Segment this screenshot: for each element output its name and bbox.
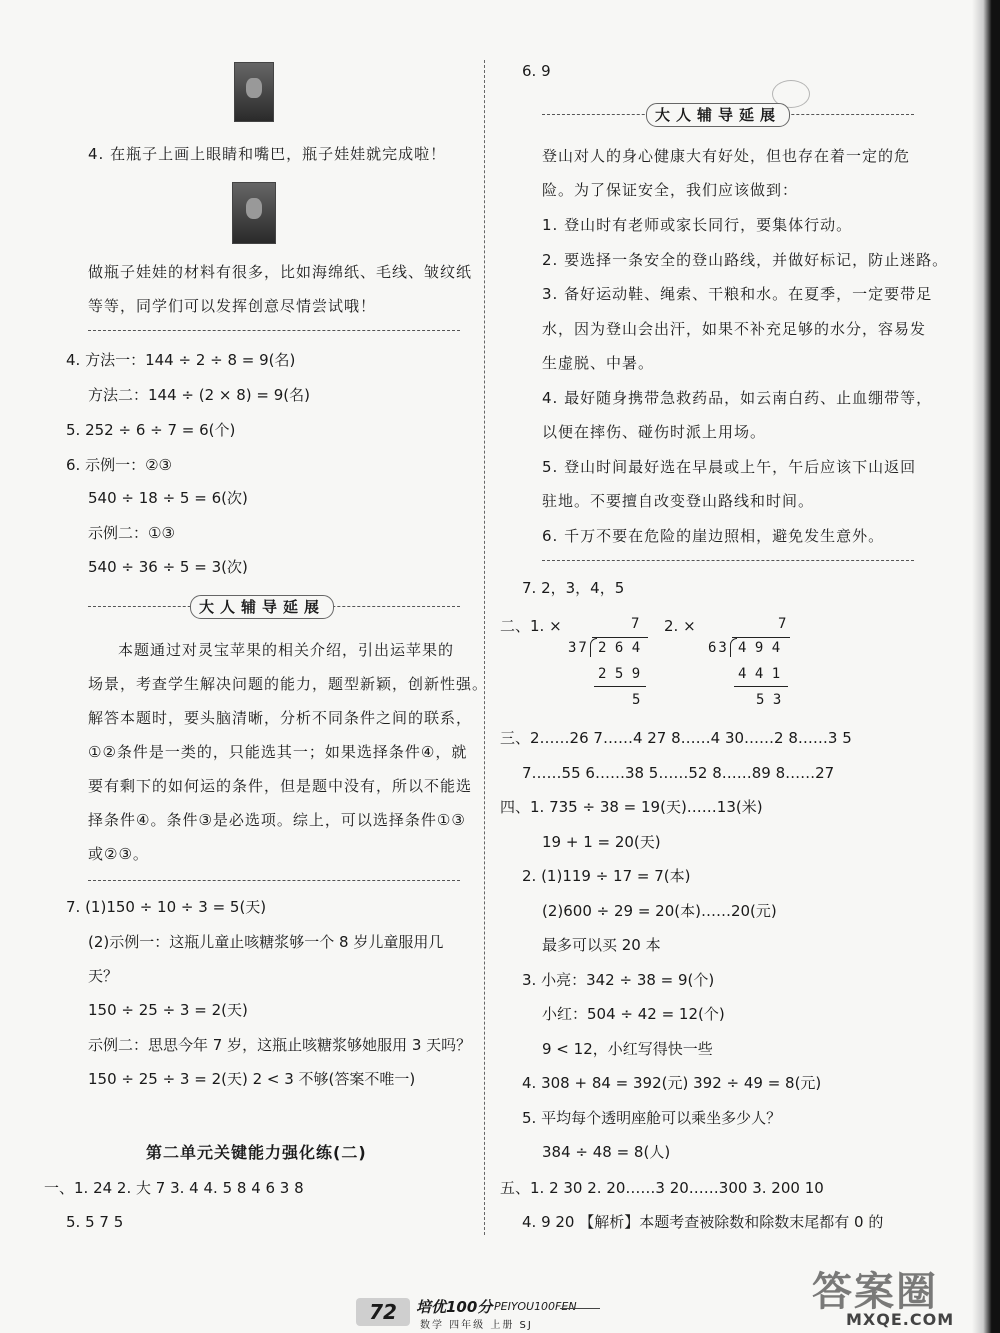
division-1-remainder: 5 [632,692,641,708]
section-1-answers-cont: 5. 5 7 5 [66,1213,124,1231]
brand-name: 培优100分 [416,1298,493,1316]
hiking-line-5: 3. 备好运动鞋、绳索、干粮和水。在夏季，一定要带足 [542,285,933,303]
answer-5: 5. 252 ÷ 6 ÷ 7 = 6(个) [66,421,236,439]
division-2-bar [732,637,790,638]
division-1-bar [592,637,648,638]
hiking-line-11: 驻地。不要擅自改变登山路线和时间。 [542,492,815,510]
column-separator [484,60,485,1235]
answer-7-example-2: 示例二：思思今年 7 岁，这瓶止咳糖浆够她服用 3 天吗？ [88,1036,472,1054]
parent-guide-banner-left: 大人辅导延展 [190,595,334,619]
section-4-q2-answer: 最多可以买 20 本 [542,936,661,954]
division-1-product: 2 5 9 [598,666,641,682]
page-number: 72 [356,1298,410,1326]
section-5-q4: 4. 9 20 【解析】本题考查被除数和除数末尾都有 0 的 [522,1213,884,1231]
answer-7-calc-1: 150 ÷ 25 ÷ 3 = 2(天) [88,1001,248,1019]
division-1-divisor: 37 [568,640,589,656]
bottle-doll-photo-1 [234,62,274,122]
answer-6-calc-2: 540 ÷ 36 ÷ 5 = 3(次) [88,558,248,576]
section-4-q2: 2. (1)119 ÷ 17 = 7(本) [522,867,691,885]
section-5-answers: 五、1. 2 30 2. 20……3 20……300 3. 200 10 [500,1179,824,1197]
section-1-answers: 一、1. 24 2. 大 7 3. 4 4. 5 8 4 6 3 8 [44,1179,304,1197]
section-2-label-1: 二、1. × [500,617,562,635]
answer-7-part-1: 7. (1)150 ÷ 10 ÷ 3 = 5(天) [66,898,267,916]
divider [542,560,914,561]
divider [88,880,460,881]
division-1-rule [594,686,646,687]
division-2-divisor: 63 [708,640,729,656]
division-2-product: 4 4 1 [738,666,781,682]
hiking-line-4: 2. 要选择一条安全的登山路线，并做好标记，防止迷路。 [542,251,949,269]
answer-6-example-1: 6. 示例一：②③ [66,456,172,474]
material-note-line-2: 等等，同学们可以发挥创意尽情尝试哦！ [88,297,377,315]
section-3-answers-cont: 7……55 6……38 5……52 8……89 8……27 [522,764,835,782]
hiking-line-10: 5. 登山时间最好选在早晨或上午，午后应该下山返回 [542,458,917,476]
long-division-1 [568,616,658,716]
answer-7-part-2: (2)示例一：这瓶儿童止咳糖浆够一个 8 岁儿童服用几 [88,933,444,951]
answer-6-calc-1: 540 ÷ 18 ÷ 5 = 6(次) [88,489,248,507]
hiking-line-7: 生虚脱、中暑。 [542,354,655,372]
answer-6-right: 6. 9 [522,62,551,80]
section-4-q3-answer: 9 < 12，小红写得快一些 [542,1040,713,1058]
answer-4-method-2: 方法二：144 ÷ (2 × 8) = 9(名) [88,386,310,404]
section-4-q1: 四、1. 735 ÷ 38 = 19(天)……13(米) [500,798,763,816]
watermark-logo: 答案圈 [812,1269,938,1315]
bottle-doll-photo-2 [232,182,276,244]
division-2-rule [734,686,788,687]
section-4-q4: 4. 308 + 84 = 392(元) 392 ÷ 49 = 8(元) [522,1074,822,1092]
section-2-label-2: 2. × [664,617,696,635]
guide-line-3: 解答本题时，要头脑清晰，分析不同条件之间的联系， [88,709,473,727]
section-4-q3-cont: 小红：504 ÷ 42 = 12(个) [542,1005,725,1023]
section-4-q5: 5. 平均每个透明座舱可以乘坐多少人？ [522,1109,782,1127]
brand-arrow [560,1308,600,1309]
section-4-q2-part-2: (2)600 ÷ 29 = 20(本)……20(元) [542,902,777,920]
hiking-line-6: 水，因为登山会出汗，如果不补充足够的水分，容易发 [542,320,927,338]
section-heading: 第二单元关键能力强化练(二) [146,1143,367,1162]
hiking-line-8: 4. 最好随身携带急救药品，如云南白药、止血绷带等， [542,389,933,407]
answer-7-part-2-cont: 天？ [88,967,119,985]
guide-line-1: 本题通过对灵宝苹果的相关介绍，引出运苹果的 [118,641,455,659]
division-1-dividend: 2 6 4 [598,640,641,656]
step-4-text: 4. 在瓶子上画上眼睛和嘴巴，瓶子娃娃就完成啦！ [88,145,447,163]
watermark-url: MXQE.COM [846,1310,955,1329]
long-division-2 [708,616,798,716]
section-3-answers: 三、2……26 7……4 27 8……4 30……2 8……3 5 [500,729,852,747]
answer-6-example-2: 示例二：①③ [88,524,175,542]
book-info: 数学 四年级 上册 SJ [420,1320,533,1331]
division-1-bracket [590,638,597,657]
parent-guide-banner-right: 大人辅导延展 [646,103,790,127]
section-4-q5-answer: 384 ÷ 48 = 8(人) [542,1143,671,1161]
hiking-line-12: 6. 千万不要在危险的崖边照相，避免发生意外。 [542,527,885,545]
division-2-bracket [730,638,737,657]
hiking-line-3: 1. 登山时有老师或家长同行，要集体行动。 [542,216,853,234]
scan-edge [972,0,1000,1333]
hiking-line-9: 以便在摔伤、碰伤时派上用场。 [542,423,767,441]
division-2-remainder: 5 3 [756,692,782,708]
guide-line-5: 要有剩下的如何运的条件，但是题中没有，所以不能选 [88,777,473,795]
material-note-line-1: 做瓶子娃娃的材料有很多，比如海绵纸、毛线、皱纹纸 [88,263,473,281]
section-4-q1-cont: 19 + 1 = 20(天) [542,833,661,851]
guide-line-7: 或②③。 [88,845,149,863]
brand-latin: PEIYOU100FEN [494,1300,577,1313]
division-2-quotient: 7 [778,616,787,632]
section-4-q3: 3. 小亮：342 ÷ 38 = 9(个) [522,971,715,989]
answer-7-right: 7. 2，3，4，5 [522,579,625,597]
answer-4-method-1: 4. 方法一：144 ÷ 2 ÷ 8 = 9(名) [66,351,296,369]
guide-line-4: ①②条件是一类的，只能选其一；如果选择条件④，就 [88,743,468,761]
guide-line-2: 场景，考查学生解决问题的能力，题型新颖，创新性强。 [88,675,489,693]
hiking-line-1: 登山对人的身心健康大有好处，但也存在着一定的危 [542,147,911,165]
answer-7-calc-2: 150 ÷ 25 ÷ 3 = 2(天) 2 < 3 不够(答案不唯一) [88,1070,416,1088]
division-2-dividend: 4 9 4 [738,640,781,656]
hiking-line-2: 险。为了保证安全，我们应该做到： [542,181,799,199]
division-1-quotient: 7 [631,616,640,632]
guide-line-6: 择条件④。条件③是必选项。综上，可以选择条件①③ [88,811,466,829]
divider [88,330,460,331]
